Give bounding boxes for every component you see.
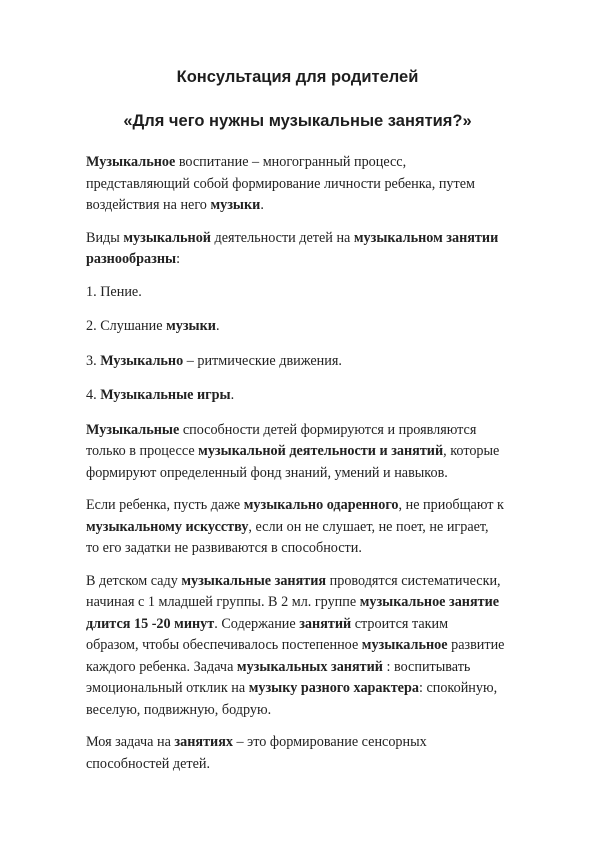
bold-run: музыкальной — [123, 229, 211, 246]
bold-run: занятиях — [174, 734, 233, 750]
bold-run: разнообразны — [86, 251, 177, 267]
text-run: – это формирование сенсорных — [232, 734, 427, 750]
text-run: : спокойную, — [418, 680, 498, 696]
text-run: эмоциональный отклик на — [86, 680, 249, 696]
text-run: , не приобщают к — [398, 497, 504, 513]
bold-run: музыки — [166, 318, 216, 334]
paragraph — [86, 420, 561, 485]
bold-run: Музыкально — [100, 352, 184, 369]
bold-run: Музыкальные игры — [100, 387, 231, 403]
bold-run: музыкальное занятие — [359, 594, 500, 610]
text-run: В детском саду — [86, 572, 182, 589]
text-run: способностей детей. — [86, 755, 211, 772]
bold-run: занятий — [299, 615, 352, 632]
text-run: Моя задача на — [86, 734, 175, 750]
paragraph — [86, 152, 561, 217]
text-run: воспитание – многогранный процесс, — [175, 154, 407, 170]
bold-run: музыкальное — [361, 637, 448, 653]
text-run: . Содержание — [214, 615, 300, 632]
document-title: Консультация для родителей — [176, 68, 419, 86]
bold-run: музыкальному искусству — [86, 518, 249, 535]
text-run: , которые — [443, 443, 500, 459]
text-run: представляющий собой формирование личности ребенка, путем — [86, 175, 475, 192]
text-run: воздействия на него — [86, 197, 211, 213]
text-run: образом, чтобы обеспечивалось постепенное — [86, 637, 362, 653]
paragraph — [86, 316, 561, 338]
text-run: 3. — [86, 352, 101, 369]
text-run: способности детей формируются и проявляются — [179, 421, 477, 438]
text-run: . — [215, 318, 220, 334]
text-run: Виды — [86, 229, 124, 246]
text-run: начиная с 1 младшей группы. В 2 мл. группе — [86, 594, 360, 610]
paragraph — [86, 228, 561, 271]
text-run: веселую, подвижную, бодрую. — [86, 701, 272, 718]
bold-run: музыку разного характера — [248, 680, 419, 696]
bold-run: музыки — [210, 197, 261, 213]
text-run: . — [230, 387, 235, 403]
paragraph — [86, 385, 561, 407]
text-run: строится таким — [351, 615, 449, 632]
text-run: , если он не слушает, не поет, не играет, — [248, 518, 489, 535]
text-run: то его задатки не развиваются в способности. — [86, 540, 362, 556]
text-run: проводятся систематически, — [326, 572, 501, 589]
paragraph — [86, 351, 561, 373]
text-run: 1. Пение. — [86, 283, 142, 300]
text-run: развитие — [447, 637, 505, 653]
paragraph — [86, 732, 561, 775]
paragraph — [86, 495, 561, 560]
bold-run: музыкальной деятельности и занятий — [198, 443, 444, 459]
bold-run: музыкальном занятии — [353, 229, 499, 246]
document-subtitle: «Для чего нужны музыкальные занятия?» — [123, 112, 472, 130]
text-run: : — [176, 251, 181, 267]
text-run: только в процессе — [86, 443, 199, 459]
text-run: 2. Слушание — [86, 318, 167, 334]
text-run: деятельности детей на — [210, 229, 354, 246]
bold-run: музыкально одаренного — [243, 497, 399, 513]
paragraph — [86, 282, 561, 304]
bold-run: музыкальных занятий — [236, 658, 383, 675]
paragraph — [86, 571, 561, 722]
bold-run: длится 15 -20 минут — [86, 615, 215, 632]
bold-run: Музыкальное — [86, 154, 176, 170]
bold-run: музыкальные занятия — [181, 572, 327, 589]
bold-run: Музыкальные — [86, 421, 180, 438]
document-body — [86, 152, 561, 786]
text-run: формируют определенный фонд знаний, умений и навыков. — [86, 464, 448, 481]
text-run: : воспитывать — [382, 658, 471, 675]
text-run: каждого ребенка. Задача — [86, 658, 237, 675]
text-run: – ритмические движения. — [183, 352, 342, 369]
text-run: 4. — [86, 387, 101, 403]
text-run: . — [260, 197, 264, 213]
text-run: Если ребенка, пусть даже — [86, 497, 244, 513]
